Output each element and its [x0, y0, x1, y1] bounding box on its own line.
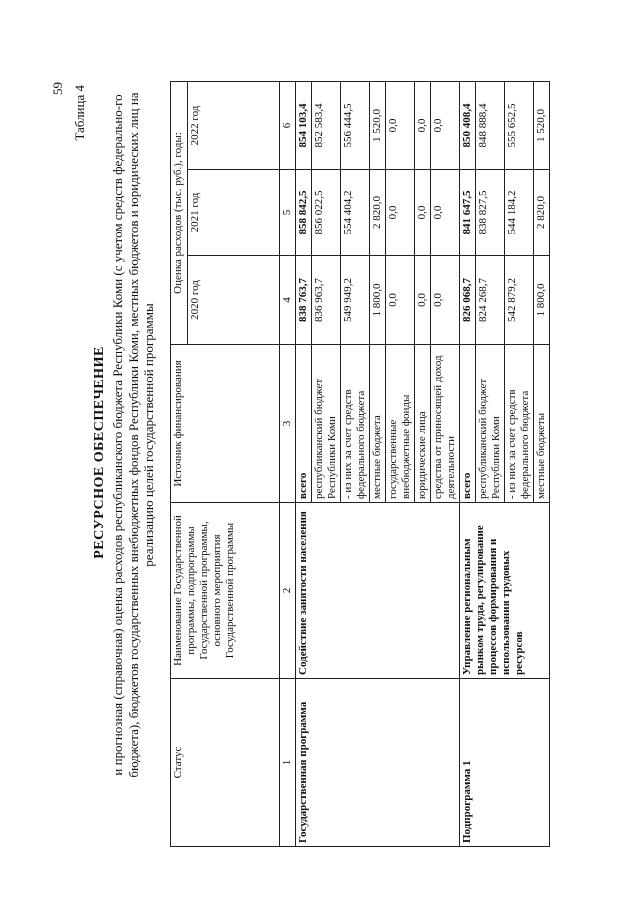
- row-status: Государственная программа: [296, 679, 460, 847]
- row-value: 1 520,0: [370, 81, 386, 169]
- row-value: 0,0: [386, 81, 415, 169]
- document-subtitle: и прогнозная (справочная) оценка расходов республиканского бюджета Республики Коми (с учетом средств федерально-го бюджета), бюджетов государственных внебюджетных фондов Республики Коми, местных бюджетов и юридических лиц на реализацию целей государственной программы: [110, 92, 156, 778]
- row-value: 824 268,7: [476, 256, 505, 345]
- header-source: Источник финансирования: [171, 345, 280, 503]
- row-value: 0,0: [431, 81, 460, 169]
- row-value: 848 888,4: [476, 81, 505, 169]
- row-value: 856 022,5: [312, 170, 341, 256]
- row-value: 1 520,0: [534, 81, 550, 169]
- row-status: Подпрограмма 1: [460, 679, 550, 847]
- row-value: 0,0: [386, 170, 415, 256]
- row-value: 555 652,5: [505, 81, 534, 169]
- header-year-2021: 2021 год: [188, 170, 280, 256]
- row-value: 838 827,5: [476, 170, 505, 256]
- row-name: Управление региональным рынком труда, регулирование процессов формирования и использования трудовых ресурсов: [460, 503, 550, 679]
- table-row: [296, 81, 312, 846]
- row-value: 826 068,7: [460, 256, 476, 345]
- table-label: Таблица 4: [72, 85, 87, 141]
- header-row-1: [171, 81, 188, 846]
- col-number: 4: [280, 256, 296, 345]
- row-source: республиканский бюджет Республики Коми: [312, 345, 341, 503]
- row-value: 852 583,4: [312, 81, 341, 169]
- row-value: 542 879,2: [505, 256, 534, 345]
- row-source: государственные внебюджетные фонды: [386, 345, 415, 503]
- row-source: местные бюджеты: [534, 345, 550, 503]
- row-source: всего: [296, 345, 312, 503]
- row-value: 0,0: [415, 256, 431, 345]
- row-source: - из них за счет средств федерального бюджета: [505, 345, 534, 503]
- header-year-2022: 2022 год: [188, 81, 280, 169]
- col-number: 6: [280, 81, 296, 169]
- page-number: 59: [50, 82, 65, 95]
- header-year-2020: 2020 год: [188, 256, 280, 345]
- header-name: Наименование Государственной программы, подпрограммы Государственной программы, основного мероприятия Государственной программы: [171, 503, 280, 679]
- row-value: 1 800,0: [534, 256, 550, 345]
- row-value: 850 408,4: [460, 81, 476, 169]
- header-estimate: Оценка расходов (тыс. руб.), годы:: [171, 81, 188, 344]
- row-value: 0,0: [431, 256, 460, 345]
- row-value: 858 842,5: [296, 170, 312, 256]
- table-row: [460, 81, 476, 846]
- row-value: 841 647,5: [460, 170, 476, 256]
- row-source: всего: [460, 345, 476, 503]
- row-value: 838 763,7: [296, 256, 312, 345]
- row-source: средства от приносящей доход деятельности: [431, 345, 460, 503]
- row-value: 0,0: [386, 256, 415, 345]
- row-value: 554 404,2: [341, 170, 370, 256]
- document-title: РЕСУРСНОЕ ОБЕСПЕЧЕНИЕ: [92, 346, 107, 559]
- col-number: 2: [280, 503, 296, 679]
- col-number: 5: [280, 170, 296, 256]
- row-value: 556 444,5: [341, 81, 370, 169]
- row-value: 0,0: [415, 81, 431, 169]
- row-value: 836 963,7: [312, 256, 341, 345]
- row-value: 0,0: [431, 170, 460, 256]
- row-source: - из них за счет средств федерального бюджета: [341, 345, 370, 503]
- row-value: 544 184,2: [505, 170, 534, 256]
- row-name: Содействие занятости населения: [296, 503, 460, 679]
- column-number-row: [280, 81, 296, 846]
- header-status: Статус: [171, 679, 280, 847]
- row-value: 854 103,4: [296, 81, 312, 169]
- col-number: 1: [280, 679, 296, 847]
- row-source: республиканский бюджет Республики Коми: [476, 345, 505, 503]
- row-source: местные бюджета: [370, 345, 386, 503]
- col-number: 3: [280, 345, 296, 503]
- row-source: юридические лица: [415, 345, 431, 503]
- resource-table: [170, 81, 550, 847]
- row-value: 1 800,0: [370, 256, 386, 345]
- row-value: 0,0: [415, 170, 431, 256]
- row-value: 2 820,0: [370, 170, 386, 256]
- row-value: 2 820,0: [534, 170, 550, 256]
- row-value: 549 949,2: [341, 256, 370, 345]
